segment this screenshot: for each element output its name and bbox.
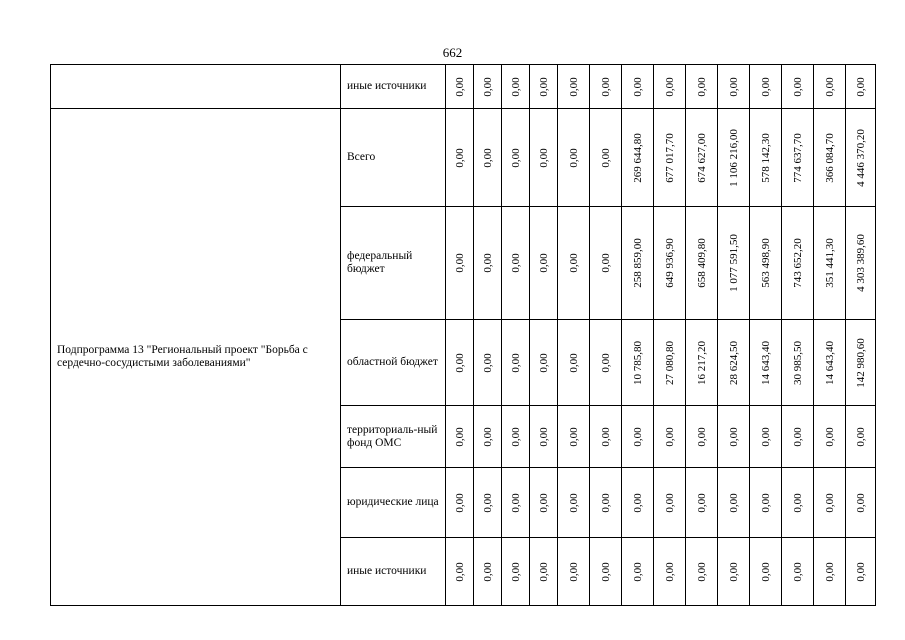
value-cell: 0,00 (590, 468, 622, 538)
value-cell: 0,00 (474, 207, 502, 320)
value-cell: 0,00 (502, 468, 530, 538)
value-cell: 14 643,40 (750, 320, 782, 406)
value-cell: 0,00 (558, 468, 590, 538)
value-cell: 0,00 (558, 109, 590, 207)
page-number: 662 (442, 45, 463, 60)
value-cell: 1 106 216,00 (718, 109, 750, 207)
value-cell: 0,00 (814, 406, 846, 468)
value-cell: 0,00 (446, 109, 474, 207)
source-label: иные источники (341, 538, 446, 606)
value-cell: 0,00 (686, 406, 718, 468)
value-cell: 0,00 (530, 468, 558, 538)
value-cell: 674 627,00 (686, 109, 718, 207)
value-cell: 0,00 (654, 406, 686, 468)
value-cell: 774 637,70 (782, 109, 814, 207)
value-cell: 743 652,20 (782, 207, 814, 320)
value-cell: 0,00 (814, 538, 846, 606)
value-cell: 0,00 (558, 406, 590, 468)
value-cell: 0,00 (622, 538, 654, 606)
value-cell: 4 446 370,20 (846, 109, 876, 207)
value-cell: 0,00 (446, 65, 474, 109)
value-cell: 649 936,90 (654, 207, 686, 320)
value-cell: 0,00 (446, 468, 474, 538)
value-cell: 0,00 (622, 65, 654, 109)
value-cell: 0,00 (782, 65, 814, 109)
value-cell: 0,00 (558, 320, 590, 406)
value-cell: 0,00 (782, 406, 814, 468)
value-cell: 0,00 (782, 468, 814, 538)
top-row (51, 65, 876, 109)
value-cell: 0,00 (446, 538, 474, 606)
value-cell: 0,00 (814, 65, 846, 109)
value-cell: 0,00 (750, 538, 782, 606)
value-cell: 30 985,50 (782, 320, 814, 406)
value-cell: 0,00 (502, 65, 530, 109)
value-cell: 4 303 389,60 (846, 207, 876, 320)
value-cell: 0,00 (654, 538, 686, 606)
value-cell: 258 859,00 (622, 207, 654, 320)
budget-table (50, 64, 876, 606)
value-cell: 0,00 (558, 65, 590, 109)
value-cell: 0,00 (846, 468, 876, 538)
source-label: областной бюджет (341, 320, 446, 406)
source-label: юридические лица (341, 468, 446, 538)
value-cell: 0,00 (474, 65, 502, 109)
program-name: Подпрограмма 13 "Региональный проект "Борьба с сердечно-сосудистыми заболеваниями" (51, 109, 341, 606)
value-cell: 0,00 (718, 406, 750, 468)
value-cell: 0,00 (474, 468, 502, 538)
value-cell: 0,00 (750, 468, 782, 538)
value-cell: 351 441,30 (814, 207, 846, 320)
value-cell: 0,00 (474, 320, 502, 406)
value-cell: 0,00 (502, 207, 530, 320)
value-cell: 0,00 (530, 406, 558, 468)
empty-program-cell (51, 65, 341, 109)
value-cell: 0,00 (530, 538, 558, 606)
value-cell: 0,00 (590, 406, 622, 468)
value-cell: 0,00 (530, 65, 558, 109)
value-cell: 1 077 591,50 (718, 207, 750, 320)
value-cell: 0,00 (846, 538, 876, 606)
value-cell: 0,00 (530, 109, 558, 207)
value-cell: 0,00 (686, 538, 718, 606)
value-cell: 0,00 (718, 65, 750, 109)
value-cell: 269 644,80 (622, 109, 654, 207)
source-row (51, 109, 876, 207)
value-cell: 0,00 (814, 468, 846, 538)
source-label: федеральный бюджет (341, 207, 446, 320)
value-cell: 0,00 (622, 406, 654, 468)
value-cell: 0,00 (782, 538, 814, 606)
value-cell: 0,00 (446, 320, 474, 406)
value-cell: 0,00 (654, 65, 686, 109)
value-cell: 0,00 (654, 468, 686, 538)
value-cell: 28 624,50 (718, 320, 750, 406)
source-label: иные источники (341, 65, 446, 109)
value-cell: 14 643,40 (814, 320, 846, 406)
value-cell: 0,00 (502, 109, 530, 207)
value-cell: 0,00 (530, 207, 558, 320)
value-cell: 677 017,70 (654, 109, 686, 207)
value-cell: 16 217,20 (686, 320, 718, 406)
value-cell: 10 785,80 (622, 320, 654, 406)
value-cell: 0,00 (558, 207, 590, 320)
value-cell: 0,00 (750, 406, 782, 468)
value-cell: 0,00 (846, 406, 876, 468)
value-cell: 0,00 (718, 468, 750, 538)
value-cell: 0,00 (750, 65, 782, 109)
value-cell: 0,00 (502, 320, 530, 406)
value-cell: 0,00 (446, 207, 474, 320)
value-cell: 27 080,80 (654, 320, 686, 406)
value-cell: 0,00 (590, 207, 622, 320)
value-cell: 0,00 (622, 468, 654, 538)
value-cell: 0,00 (474, 406, 502, 468)
value-cell: 0,00 (446, 406, 474, 468)
value-cell: 578 142,30 (750, 109, 782, 207)
value-cell: 0,00 (474, 538, 502, 606)
value-cell: 0,00 (590, 320, 622, 406)
source-label: территориаль-ный фонд ОМС (341, 406, 446, 468)
value-cell: 0,00 (502, 538, 530, 606)
value-cell: 0,00 (686, 468, 718, 538)
value-cell: 0,00 (590, 65, 622, 109)
source-label: Всего (341, 109, 446, 207)
value-cell: 0,00 (590, 538, 622, 606)
value-cell: 0,00 (846, 65, 876, 109)
value-cell: 0,00 (718, 538, 750, 606)
value-cell: 0,00 (530, 320, 558, 406)
value-cell: 142 980,60 (846, 320, 876, 406)
value-cell: 0,00 (474, 109, 502, 207)
value-cell: 0,00 (558, 538, 590, 606)
value-cell: 366 084,70 (814, 109, 846, 207)
value-cell: 658 409,80 (686, 207, 718, 320)
value-cell: 0,00 (686, 65, 718, 109)
value-cell: 0,00 (590, 109, 622, 207)
value-cell: 563 498,90 (750, 207, 782, 320)
value-cell: 0,00 (502, 406, 530, 468)
